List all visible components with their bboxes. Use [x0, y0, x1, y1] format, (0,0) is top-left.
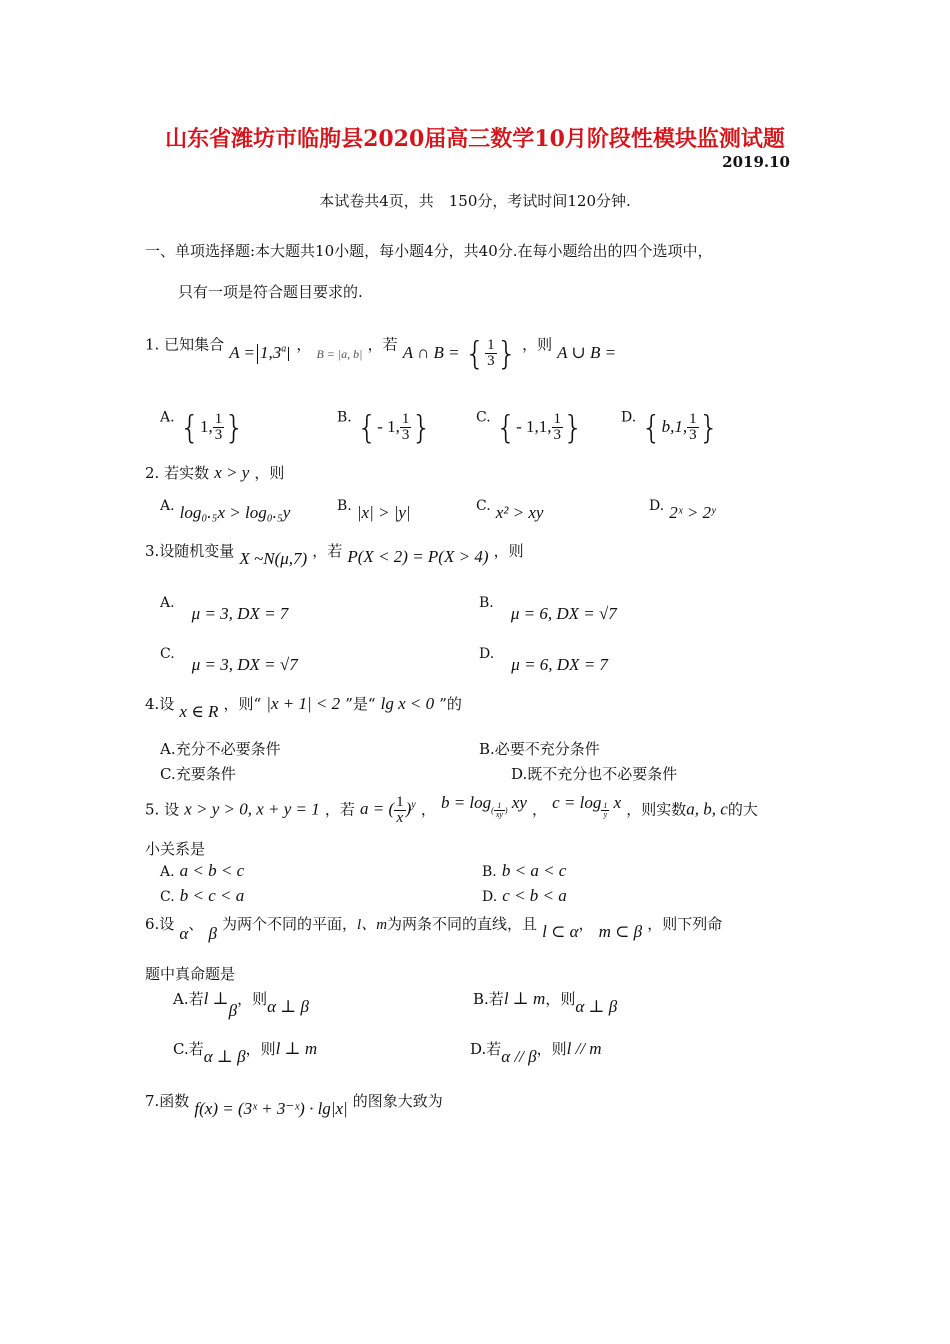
- q1-ruo: ，若: [367, 335, 398, 354]
- q1-option-c[interactable]: C. {- 1,1, $\frac{1}{3}$ }: [476, 408, 584, 446]
- q5-line2: 小关系是: [145, 840, 206, 858]
- question-1: 1. 已知集合 A = 1,3$^a$ ， $_{B = |a, b|}$ ，若 A ∩ B = { $\frac{1}{3}$ } ，则 A ∪ B =: [145, 334, 617, 372]
- q3-distribution: X ~N(μ,7): [239, 549, 308, 568]
- q3-option-c[interactable]: C. μ = 3, DX = √7: [160, 646, 298, 674]
- q4-expr2: lg x < 0: [380, 694, 435, 713]
- q3-condition: P(X < 2) = P(X > 4): [347, 547, 489, 566]
- q1-option-b[interactable]: B. {- 1, $\frac{1}{3}$ }: [337, 408, 432, 446]
- q2-option-b[interactable]: B. |x| > |y|: [337, 498, 411, 522]
- question-6: 6.设 α、 β 为两个不同的平面，l、m为两条不同的直线，且 l ⊂ α， m ⊂ β ，则下列命: [145, 915, 723, 943]
- q2-option-a[interactable]: A. log₀.₅x > log₀.₅y: [160, 498, 291, 522]
- q2-condition: x > y: [214, 463, 250, 482]
- q7-function: f(x) = (3ˣ + 3⁻ˣ) · lg|x|: [194, 1099, 348, 1118]
- q5-condition: x > y > 0, x + y = 1: [184, 799, 320, 819]
- question-3: 3.设随机变量 X ~N(μ,7) ，若 P(X < 2) = P(X > 4) ，则: [145, 542, 524, 568]
- q5-b: $b = \log_{( \frac{1}{xy} )}$ xy: [440, 793, 527, 820]
- page-title: 山东省潍坊市临朐县2020届高三数学10月阶段性模块监测试题: [165, 126, 785, 152]
- q1-intersection-value: { $\frac{1}{3}$ }: [464, 334, 517, 372]
- q2-option-c[interactable]: C. x² > xy: [476, 498, 544, 522]
- q1-ze: ，则: [522, 335, 553, 354]
- question-7: 7.函数 f(x) = (3ˣ + 3⁻ˣ) · lg|x| 的图象大致为: [145, 1092, 443, 1118]
- question-5: 5. 设 x > y > 0, x + y = 1 ，若 a = ( $\frac{1}{x}$ )$^y$ ， $b = \log_{( \frac{1}{xy} )}$ xy ， c = log $_{\frac{1}{y}}$ x ，则实数a, b, c的大: [145, 793, 758, 826]
- q6-option-d[interactable]: D.若α // β，则l // m: [470, 1039, 602, 1066]
- section-heading: 一、单项选择题:本大题共10小题，每小题4分，共40分.在每小题给出的四个选项中，: [145, 242, 713, 260]
- q1-setB: B = |a, b|: [316, 346, 363, 361]
- q6-option-a[interactable]: A.若l ⊥β，则α ⊥ β: [173, 989, 309, 1020]
- q1-union: A ∪ B =: [557, 342, 617, 362]
- q6-option-c[interactable]: C.若α ⊥ β，则l ⊥ m: [173, 1039, 318, 1066]
- exam-date: 2019.10: [722, 153, 790, 171]
- q6-cond1: l ⊂ α: [542, 922, 579, 941]
- q1-prefix: 1. 已知集合: [145, 335, 225, 354]
- question-2: 2. 若实数 x > y ，则: [145, 463, 285, 482]
- q5-option-c[interactable]: C. b < c < a: [160, 886, 245, 905]
- q4-option-a[interactable]: A.充分不必要条件: [160, 740, 281, 758]
- q3-option-a[interactable]: A. μ = 3, DX = 7: [160, 595, 289, 623]
- q4-option-c[interactable]: C.充要条件: [160, 765, 236, 783]
- q4-option-b[interactable]: B.必要不充分条件: [479, 740, 600, 758]
- q3-option-b[interactable]: B. μ = 6, DX = √7: [479, 595, 617, 623]
- q1-intersection: A ∩ B =: [402, 342, 460, 362]
- q1-option-a[interactable]: A. {1, $\frac{1}{3}$ }: [160, 408, 245, 446]
- q5-option-a[interactable]: A. a < b < c: [160, 861, 245, 880]
- section-heading-cont: 只有一项是符合题目要求的.: [178, 283, 363, 301]
- q6-line2: 题中真命题是: [145, 965, 236, 983]
- q5-option-d[interactable]: D. c < b < a: [482, 886, 567, 905]
- q5-option-b[interactable]: B. b < a < c: [482, 861, 567, 880]
- q6-cond2: m ⊂ β: [598, 922, 643, 941]
- q3-option-d[interactable]: D. μ = 6, DX = 7: [479, 646, 608, 674]
- q6-option-b[interactable]: B.若l ⊥ m，则α ⊥ β: [473, 989, 618, 1016]
- q1-option-d[interactable]: D. {b,1, $\frac{1}{3}$ }: [621, 408, 719, 446]
- q2-option-d[interactable]: D. 2ˣ > 2ʸ: [649, 498, 716, 522]
- q4-condition: x ∈ R: [179, 702, 219, 721]
- q4-expr1: |x + 1| < 2: [266, 694, 341, 713]
- q5-a: a = ( $\frac{1}{x}$ )$^y$: [359, 794, 416, 826]
- q1-setA: A = 1,3$^a$: [229, 343, 291, 362]
- q5-c: c = log $_{\frac{1}{y}}$ x: [552, 793, 622, 820]
- exam-info: 本试卷共4页，共 150分，考试时间120分钟.: [319, 192, 631, 210]
- q4-option-d[interactable]: D.既不充分也不必要条件: [511, 765, 678, 783]
- question-4: 4.设 x ∈ R ，则“ |x + 1| < 2 ”是“ lg x < 0 ”的: [145, 694, 462, 721]
